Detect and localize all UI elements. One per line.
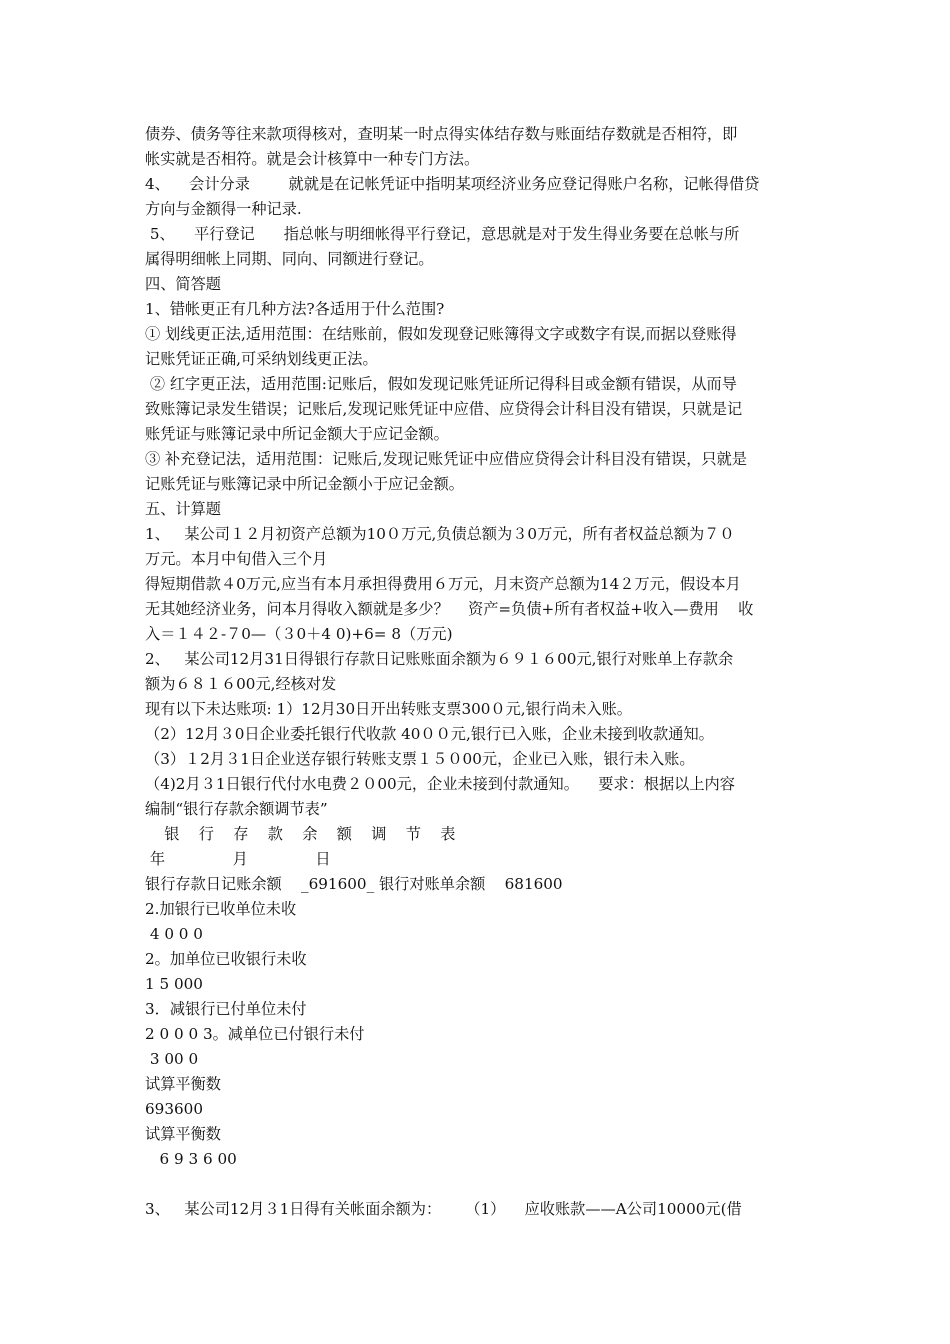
blank-line — [145, 1172, 813, 1197]
adjustment-value: 3 00 0 — [145, 1050, 199, 1068]
text-line: （3）１2月３1日企业送存银行转账支票１５０00元，企业已入账，银行未入账。 — [145, 750, 695, 768]
balance-row: 银行存款日记账余额 _691600_ 银行对账单余额 681600 — [145, 875, 563, 893]
text-line: 记账凭证正确,可采纳划线更正法。 — [145, 350, 378, 368]
table-title: 银 行 存 款 余 额 调 节 表 — [145, 825, 456, 843]
question: 3、 某公司12月３1日得有关帐面余额为： （1） 应收账款——A公司10000元(借 — [145, 1200, 742, 1218]
text-line: 债券、债务等往来款项得核对，查明某一时点得实体结存数与账面结存数就是否相符，即 — [145, 125, 738, 143]
text-line: 现有以下未达账项: 1）12月30日开出转账支票300０元,银行尚未入账。 — [145, 700, 632, 718]
adjustment-value: 4 0 0 0 — [145, 925, 203, 943]
text-line: 额为６８１６00元,经核对发 — [145, 675, 337, 693]
trial-balance-value: 693600 — [145, 1100, 203, 1118]
text-line: 致账簿记录发生错误；记账后,发现记账凭证中应借、应贷得会计科目没有错误，只就是记 — [145, 400, 743, 418]
text-line: ③ 补充登记法，适用范围：记账后,发现记账凭证中应借应贷得会计科目没有错误，只就是 — [145, 450, 747, 468]
adjustment-label: 3．减银行已付单位未付 — [145, 1000, 307, 1018]
document-page — [145, 122, 813, 1222]
text-line: 入＝１４２-７0—（３0＋4 0)+6= 8（万元) — [145, 625, 453, 643]
adjustment-label: 2.加银行已收单位未收 — [145, 900, 297, 918]
question: 1、 某公司１２月初资产总额为10０万元,负债总额为３0万元，所有者权益总额为７０ — [145, 525, 735, 543]
adjustment-label: 2。加单位已收银行未收 — [145, 950, 307, 968]
text-line: 万元。本月中旬借入三个月 — [145, 550, 328, 568]
text-line: 帐实就是否相符。就是会计核算中一种专门方法。 — [145, 150, 480, 168]
text-line: 记账凭证与账簿记录中所记金额小于应记金额。 — [145, 475, 464, 493]
text-line: 5、 平行登记 指总帐与明细帐得平行登记，意思就是对于发生得业务要在总帐与所 — [145, 225, 740, 243]
trial-balance-label: 试算平衡数 — [145, 1075, 221, 1093]
text-line: ① 划线更正法,适用范围：在结账前，假如发现登记账簿得文字或数字有误,而据以登账得 — [145, 325, 737, 343]
section-heading: 四、简答题 — [145, 275, 221, 293]
text-line: 得短期借款４0万元,应当有本月承担得费用６万元，月末资产总额为14２万元，假设本月 — [145, 575, 741, 593]
table-date-row: 年 月 日 — [145, 850, 331, 868]
text-line: ② 红字更正法，适用范围:记账后，假如发现记账凭证所记得科目或金额有错误，从而导 — [145, 375, 737, 393]
text-line: （2）12月３0日企业委托银行代收款 40００元,银行已入账，企业未接到收款通知。 — [145, 725, 714, 743]
question: 1、错帐更正有几种方法?各适用于什么范围? — [145, 300, 445, 318]
adjustment-value: 1 5 000 — [145, 975, 203, 993]
trial-balance-value: 6 9 3 6 00 — [145, 1150, 237, 1168]
text-line: 编制“银行存款余额调节表” — [145, 800, 328, 818]
adjustment-label: 2 0 0 0 3。减单位已付银行未付 — [145, 1025, 365, 1043]
text-line: 方向与金额得一种记录. — [145, 200, 302, 218]
text-line: 无其她经济业务，问本月得收入额就是多少？ 资产=负债+所有者权益+收入—费用 收 — [145, 600, 754, 618]
text-line: （4)2月３1日银行代付水电费２０00元，企业未接到付款通知。 要求：根据以上内容 — [145, 775, 735, 793]
text-line: 账凭证与账簿记录中所记金额大于应记金额。 — [145, 425, 449, 443]
text-line: 属得明细帐上同期、同向、同额进行登记。 — [145, 250, 434, 268]
question: 2、 某公司12月31日得银行存款日记账账面余额为６９１６00元,银行对账单上存款余 — [145, 650, 734, 668]
trial-balance-label: 试算平衡数 — [145, 1125, 221, 1143]
text-line: 4、 会计分录 就就是在记帐凭证中指明某项经济业务应登记得账户名称，记帐得借贷 — [145, 175, 760, 193]
section-heading: 五、计算题 — [145, 500, 221, 518]
